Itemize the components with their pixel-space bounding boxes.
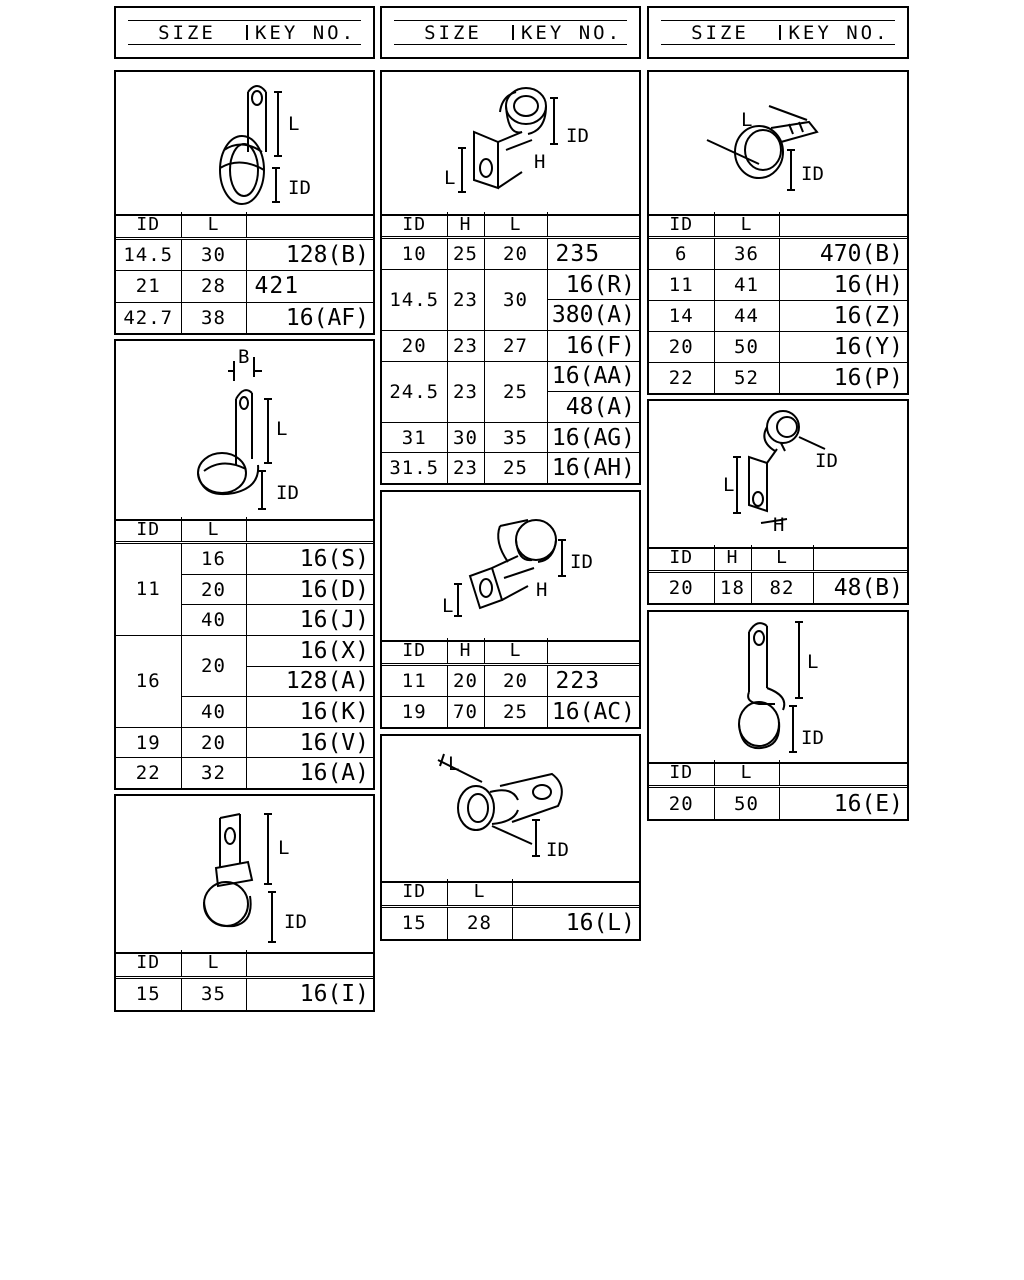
spec-table [649,212,907,393]
header-frame [394,20,627,45]
col-header-key [246,212,373,238]
clamp-illustration [382,72,639,216]
cell-l: 28 [447,906,512,939]
clamp-illustration [116,341,373,521]
clamp-illustration [649,72,907,216]
col-header-l: L [181,517,246,543]
cell-id: 42.7 [116,302,181,333]
table-row [382,238,639,270]
cell-key: 16(A) [246,758,373,788]
clamp-illustration [649,401,907,549]
dim-label-L: L [448,753,460,775]
cell-id: 24.5 [382,361,447,422]
table-row [382,906,639,939]
cell-id: 31 [382,422,447,453]
col-header-l: L [447,879,512,906]
cell-key: 16(AA) [547,361,639,392]
cell-key: 128(B) [246,238,373,271]
table-row [649,270,907,301]
cell-id: 20 [649,787,714,819]
cell-l: 20 [181,574,246,605]
header-key-label: KEY NO. [520,21,623,44]
cell-key: 235 [547,238,639,270]
col-header-l: L [181,212,246,238]
cell-l: 50 [714,332,779,363]
col-header-key [813,545,907,571]
cell-id: 14.5 [382,269,447,330]
cell-key: 16(R) [547,269,639,300]
cell-l: 28 [181,271,246,302]
cell-key: 16(P) [779,363,907,393]
dim-label-ID: ID [815,450,838,472]
saddle-clamp-drawing [382,72,639,214]
header-frame [661,20,895,45]
cell-h: 70 [447,696,484,727]
cell-id: 11 [116,543,181,636]
clamp-panel-c2-2 [380,490,641,729]
header-frame [128,20,361,45]
header-size-label: SIZE [158,21,216,44]
col-header-id: ID [649,760,714,787]
cell-l: 44 [714,301,779,332]
cell-key: 16(AG) [547,422,639,453]
cell-key: 16(D) [246,574,373,605]
table-row [382,330,639,361]
table-row [116,758,373,788]
cell-key: 16(H) [779,270,907,301]
cell-l: 20 [181,727,246,758]
p-clamp-drawing [649,612,907,762]
clamp-panel-c2-1 [380,70,641,485]
dim-label-L: L [807,651,819,673]
col-header-id: ID [382,212,447,238]
cell-l: 25 [484,453,547,483]
cell-id: 16 [116,635,181,727]
col-header-h: H [714,545,751,571]
cell-h: 23 [447,330,484,361]
dim-label-H: H [773,514,785,536]
dim-label-ID: ID [284,911,307,933]
dim-label-L: L [741,109,753,131]
cell-id: 31.5 [382,453,447,483]
header-box-1 [114,6,375,59]
offset-clamp-drawing [649,401,907,547]
cell-h: 20 [447,664,484,696]
dim-label-ID: ID [801,163,824,185]
clamp-panel-c1-1 [114,70,375,335]
cell-key: 16(AC) [547,696,639,727]
table-row [116,543,373,575]
dim-label-L: L [723,474,735,496]
clamp-panel-c3-2 [647,399,909,605]
table-row [649,787,907,819]
table-row [649,363,907,393]
col-header-id: ID [382,638,447,664]
cell-l: 16 [181,543,246,575]
table-row [116,271,373,302]
dim-label-L: L [278,837,290,859]
cell-h: 23 [447,361,484,422]
clamp-illustration [116,72,373,216]
table-row [649,571,907,603]
cell-id: 22 [649,363,714,393]
cell-id: 15 [116,977,181,1010]
band-clamp-drawing [649,72,907,214]
header-size-label: SIZE [424,21,482,44]
col-header-id: ID [649,212,714,238]
col-header-h: H [447,212,484,238]
clamp-illustration [382,492,639,642]
col-header-key [779,212,907,238]
clamp-illustration [649,612,907,764]
cell-h: 18 [714,571,751,603]
spec-table [649,545,907,603]
spec-table [116,950,373,1010]
cell-id: 20 [649,571,714,603]
cell-key: 470(B) [779,238,907,270]
cell-key: 421 [246,271,373,302]
table-row [382,696,639,727]
cell-l: 40 [181,605,246,636]
cell-h: 25 [447,238,484,270]
table-row [116,727,373,758]
header-key-label: KEY NO. [788,21,890,44]
header-size-label: SIZE [691,21,749,44]
cell-l: 30 [484,269,547,330]
dim-label-ID: ID [566,125,589,147]
table-row [649,238,907,270]
cell-id: 14.5 [116,238,181,271]
cell-l: 25 [484,361,547,422]
col-header-key [547,638,639,664]
saddle-clamp-drawing-2 [382,492,639,640]
header-box-3 [647,6,909,59]
spec-table [382,879,639,939]
table-row [649,332,907,363]
dim-label-L: L [444,167,456,189]
table-row [116,302,373,333]
table-row [116,635,373,666]
table-row [382,664,639,696]
cell-l: 52 [714,363,779,393]
cell-id: 11 [382,664,447,696]
cell-l: 82 [751,571,813,603]
cell-id: 19 [116,727,181,758]
col-header-key [547,212,639,238]
cell-key: 48(A) [547,392,639,423]
clamp-panel-c3-3 [647,610,909,821]
cell-id: 19 [382,696,447,727]
spec-table [382,212,639,483]
col-header-id: ID [382,879,447,906]
cell-l: 35 [484,422,547,453]
cell-h: 30 [447,422,484,453]
header-divider [512,25,514,40]
col-header-id: ID [649,545,714,571]
cell-h: 23 [447,453,484,483]
table-row [116,977,373,1010]
cell-l: 35 [181,977,246,1010]
cell-l: 40 [181,697,246,728]
cell-id: 15 [382,906,447,939]
cell-key: 16(AH) [547,453,639,483]
table-row [382,453,639,483]
cell-key: 16(X) [246,635,373,666]
col-header-l: L [714,212,779,238]
header-box-2 [380,6,641,59]
col-header-key [246,950,373,977]
col-header-id: ID [116,212,181,238]
cell-key: 48(B) [813,571,907,603]
cell-key: 16(S) [246,543,373,575]
col-header-id: ID [116,517,181,543]
cell-id: 20 [649,332,714,363]
dim-label-ID: ID [288,177,311,199]
cell-l: 32 [181,758,246,788]
cell-l: 41 [714,270,779,301]
cell-id: 10 [382,238,447,270]
col-header-l: L [751,545,813,571]
col-header-key [246,517,373,543]
cell-l: 27 [484,330,547,361]
dim-label-L: L [288,113,300,135]
cell-key: 16(J) [246,605,373,636]
cell-key: 16(V) [246,727,373,758]
dim-label-H: H [534,151,546,173]
cell-key: 16(L) [512,906,639,939]
col-header-key [779,760,907,787]
col-header-l: L [484,212,547,238]
cell-key: 16(K) [246,697,373,728]
header-divider [246,25,248,40]
cell-id: 6 [649,238,714,270]
cell-id: 20 [382,330,447,361]
col-header-l: L [484,638,547,664]
clamp-panel-c3-1 [647,70,909,395]
cell-key: 16(E) [779,787,907,819]
cell-l: 20 [484,664,547,696]
flat-loop-clamp-drawing [116,341,373,519]
col-header-key [512,879,639,906]
cell-id: 11 [649,270,714,301]
clamp-panel-c1-2 [114,339,375,790]
snap-clamp-drawing [116,796,373,952]
cell-key: 16(Y) [779,332,907,363]
cell-l: 50 [714,787,779,819]
cell-key: 16(I) [246,977,373,1010]
cell-id: 21 [116,271,181,302]
cell-key: 16(AF) [246,302,373,333]
cell-l: 36 [714,238,779,270]
dim-label-L: L [442,595,454,617]
cell-key: 128(A) [246,666,373,697]
col-header-id: ID [116,950,181,977]
col-header-l: L [714,760,779,787]
spec-table [649,760,907,819]
dim-label-L: L [276,418,288,440]
header-divider [779,25,781,40]
cell-key: 223 [547,664,639,696]
cell-l: 20 [484,238,547,270]
cell-h: 23 [447,269,484,330]
cell-key: 16(F) [547,330,639,361]
clamp-panel-c1-3 [114,794,375,1012]
dim-label-ID: ID [570,551,593,573]
header-key-label: KEY NO. [254,21,357,44]
cell-key: 16(Z) [779,301,907,332]
spec-table [382,638,639,727]
cushion-clamp-drawing [382,736,639,881]
spec-table [116,212,373,333]
dim-label-ID: ID [276,482,299,504]
clamp-illustration [382,736,639,883]
dim-label-ID: ID [546,839,569,861]
col-header-h: H [447,638,484,664]
spec-table [116,517,373,788]
table-row [382,422,639,453]
table-row [382,361,639,392]
cell-l: 30 [181,238,246,271]
clamp-panel-c2-3 [380,734,641,941]
cell-key: 380(A) [547,300,639,331]
dim-label-ID: ID [801,727,824,749]
dim-label-B: B [238,346,250,368]
cell-id: 22 [116,758,181,788]
loop-clamp-drawing [116,72,373,214]
cell-l: 38 [181,302,246,333]
cell-l: 20 [181,635,246,696]
table-row [649,301,907,332]
col-header-l: L [181,950,246,977]
cell-l: 25 [484,696,547,727]
dim-label-H: H [536,579,548,601]
table-row [116,238,373,271]
cell-id: 14 [649,301,714,332]
clamp-illustration [116,796,373,954]
table-row [382,269,639,300]
